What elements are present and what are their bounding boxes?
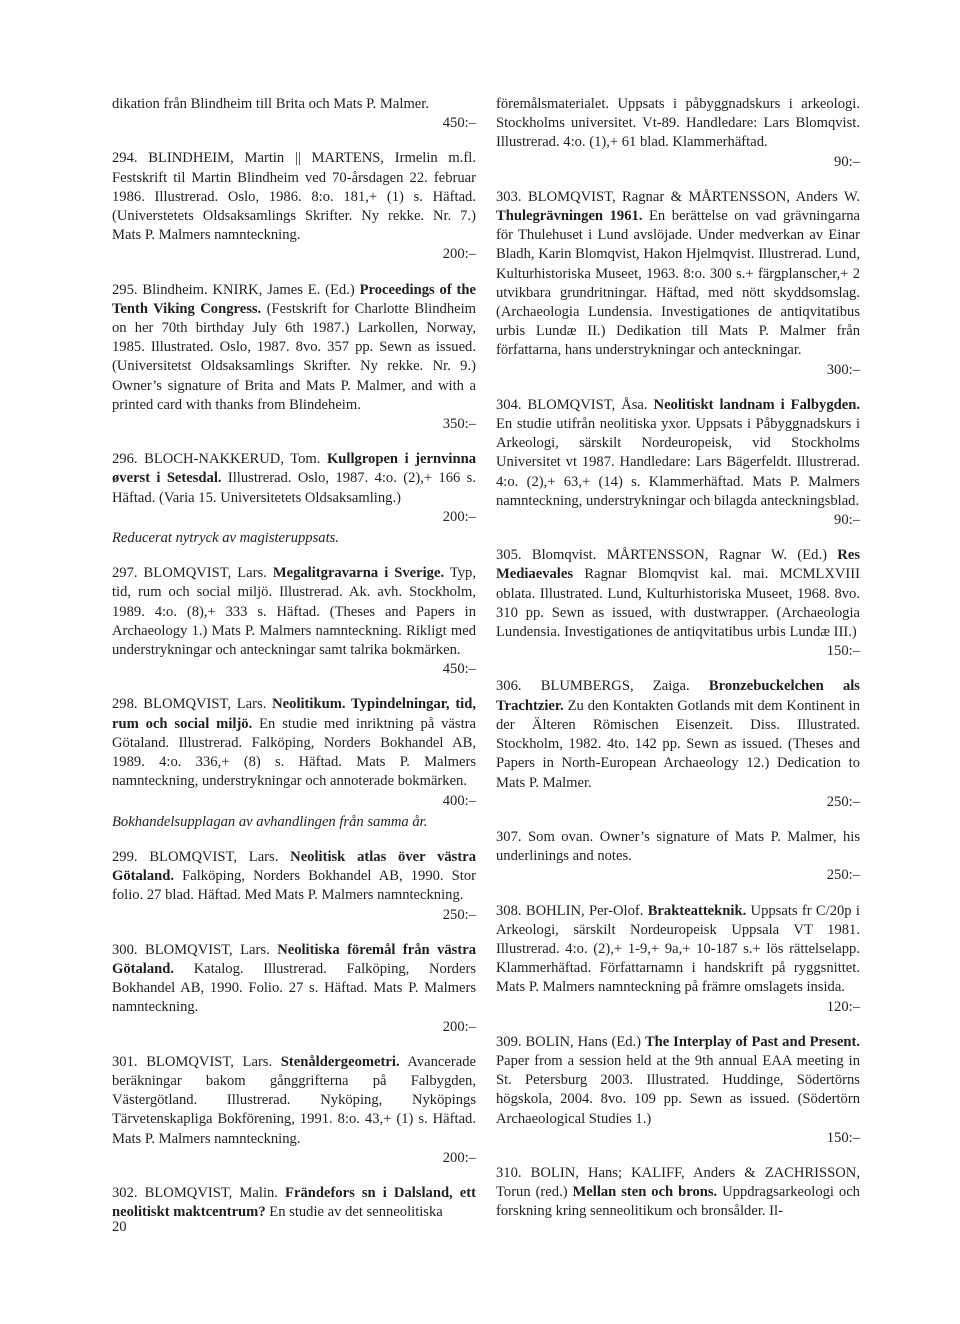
entry-description: En studie av det senneolitiska — [265, 1204, 443, 1221]
entry-text — [496, 1165, 860, 1219]
entry-description: Illustrerad. Oslo, 1987. 4:o. (2),+ 166 s. Häftad. (Varia 15. Universitetets Oldsaksamling.) — [112, 470, 476, 506]
entry-description: 309. BOLIN, Hans (Ed.) — [496, 1033, 645, 1050]
entry-text — [496, 678, 860, 790]
catalog-entry — [496, 677, 860, 811]
entry-text — [112, 849, 476, 903]
right-column — [496, 95, 860, 1238]
catalog-entry — [112, 1053, 476, 1168]
left-column — [112, 95, 476, 1238]
entry-description: 304. BLOMQVIST, Åsa. — [496, 396, 654, 413]
entry-description: Katalog. Illustrerad. Falköping, Norders Bokhandel AB, 1990. Folio. 27 s. Häftad. Mats P. Malmers namnteckning. — [112, 960, 476, 1016]
entry-text — [496, 547, 860, 640]
entry-description: Falköping, Norders Bokhandel AB, 1990. Stor folio. 27 blad. Häftad. Med Mats P. Malmers namnteckning. — [112, 868, 476, 904]
entry-description: 297. BLOMQVIST, Lars. — [112, 565, 273, 582]
entry-title: Megalitgravarna i Sverige. — [272, 565, 445, 582]
catalog-entry — [496, 188, 860, 380]
entry-text — [496, 1034, 860, 1127]
catalog-entry — [496, 546, 860, 661]
entry-description: dikation från Blindheim till Brita och Mats P. Malmer. — [112, 96, 429, 112]
entry-description: En studie utifrån neolitiska yxor. Uppsats i Påbyggnadskurs i Arkeologi, särskilt Nordeuropeisk, vid Stockholms Universitet vt 1987. Handledare: Lars Bägerfeldt. Illustrerad. 4:o. (2),+ 63,+ (14) s. Klammerhäftad. Mats P. Malmers namnteckning, understrykningar och bilagda anteckningsblad. — [496, 416, 860, 509]
entry-description: En studie med inriktning på västra Götaland. Illustrerad. Falköping, Norders Bokhandel AB, 1989. 4:o. 336,+ (8) s. Häftad. Mats P. Malmers namnteckning, understrykningar och annoterade bokmärken. — [112, 715, 476, 790]
entry-price: 250:– — [826, 867, 860, 884]
entry-text — [112, 451, 476, 505]
entry-price: 450:– — [442, 115, 476, 132]
entry-text — [112, 150, 476, 243]
entry-title: The Interplay of Past and Present. — [644, 1033, 860, 1050]
entry-title: Bronzebuckelchen als Trachtzier. — [496, 678, 860, 714]
catalog-entry — [496, 828, 860, 886]
entry-description: Ragnar Blomqvist kal. mai. MCMLXVIII oblata. Illustrated. Lund, Kulturhistoriska Museet, 1968. 8vo. 310 pp. Sewn as issued, with dustwrapper. (Archaeologia Lundensia. Investigationes de antiqvitatibus urbis Lundæ III.) — [496, 566, 860, 641]
page-number: 20 — [112, 1219, 127, 1235]
entry-text — [112, 282, 476, 413]
entry-price: 150:– — [826, 643, 860, 660]
catalog-entry — [112, 941, 476, 1037]
catalog-entry — [112, 564, 476, 679]
entry-description: En berättelse on vad grävningarna för Thulehuset i Lund avslöjade. Under medverkan av Einar Bladh, Karin Blomqvist, Hakon Hjelmqvist. Illustrerad. Lund, Kulturhistoriska Museet, 1963. 8:o. 300 s.+ färgplanscher,+ 2 utvikbara grundritningar. Häftad, med nött skyddsomslag. (Archaeologia Lundensia. Investigationes de antiqvitatibus urbis Lundæ II.) Dedikation till Mats P. Malmer från författarna, hans understrykningar och anteckningar. — [496, 208, 861, 359]
entry-text — [112, 96, 429, 112]
catalog-entry — [112, 695, 476, 831]
entry-description: 300. BLOMQVIST, Lars. — [112, 941, 278, 958]
entry-price: 300:– — [826, 361, 860, 378]
entry-price: 200:– — [442, 246, 476, 263]
entry-description: Paper from a session held at the 9th annual EAA meeting in St. Petersburg 2003. Illustrated. Huddinge, Södertörns högskola, 2004. 8vo. 109 pp. Sewn as issued. (Södertörn Archaeological Studies 1.) — [496, 1052, 860, 1127]
entry-description: Zu den Kontakten Gotlands mit dem Kontinent in der Älteren Römischen Eisenzeit. Diss. Illustrated. Stockholm, 1982. 4to. 142 pp. Sewn as issued. (Theses and Papers in North-European Archaeology 12.) Dedication to Mats P. Malmer. — [496, 697, 860, 791]
entry-description: 302. BLOMQVIST, Malin. — [112, 1184, 286, 1201]
entry-description: Typ, tid, rum och social miljö. Illustrerad. Ak. avh. Stockholm, 1989. 4:o. (8),+ 333 s. Häftad. (Theses and Papers in Archaeology 1.) Mats P. Malmers namnteckning. Rikligt med understrykningar och anteckningar samt talrika bokmärken. — [112, 565, 476, 659]
entry-price: 120:– — [826, 998, 860, 1015]
entry-title: Kullgropen i jernvinna øverst i Setesdal. — [112, 451, 476, 487]
catalog-entry — [112, 149, 476, 264]
entry-description: 303. BLOMQVIST, Ragnar & MÅRTENSSON, Anders W. — [496, 188, 860, 205]
entry-title: Proceedings of the Tenth Viking Congress. — [112, 281, 476, 317]
entry-title: Neolitiskt landnam i Falbygden. — [653, 396, 861, 413]
entry-title: Neolitikum. Typindelningar, tid, rum och social miljö. — [112, 696, 476, 732]
catalog-entry — [496, 95, 860, 172]
entry-title: Neolitiska föremål från västra Götaland. — [112, 941, 476, 977]
entry-price: 450:– — [442, 661, 476, 678]
entry-price: 400:– — [442, 792, 476, 809]
entry-price: 200:– — [442, 1018, 476, 1035]
entry-text — [112, 1185, 476, 1220]
entry-note: Reducerat nytryck av magisteruppsats. — [112, 530, 339, 547]
catalog-entry — [496, 1033, 860, 1148]
catalog-entry — [112, 848, 476, 925]
entry-description: Avancerade beräkningar bakom gånggrifterna på Falbygden, Västergötland. Illustrerad. Nyköping, Nyköpings Tärvetenskapliga Bokförening, 1991. 8:o. 43,+ (1) s. Häftad. Mats P. Malmers namnteckning. — [112, 1053, 476, 1147]
entry-description: 295. Blindheim. KNIRK, James E. (Ed.) — [112, 281, 360, 298]
entry-description: 305. Blomqvist. MÅRTENSSON, Ragnar W. (Ed.) — [496, 547, 838, 564]
entry-text — [496, 903, 860, 996]
entry-text — [496, 829, 860, 864]
entry-title: Thulegrävningen 1961. — [496, 208, 643, 225]
entry-title: Neolitisk atlas över västra Götaland. — [112, 848, 476, 885]
entry-description: 301. BLOMQVIST, Lars. — [112, 1053, 281, 1070]
entry-text — [112, 1054, 476, 1147]
entry-text — [112, 696, 476, 789]
entry-description: 298. BLOMQVIST, Lars. — [112, 696, 273, 713]
catalog-entry — [112, 1184, 476, 1222]
catalog-entry — [112, 281, 476, 435]
entry-text — [112, 942, 476, 1016]
entry-title: Frändefors sn i Dalsland, ett neolitiskt maktcentrum? — [112, 1184, 476, 1221]
entry-description: Uppsats fr C/20p i Arkeologi, särskilt Nordeuropeisk Uppsala VT 1981. Illustrerad. 4:o. (2),+ 1-9,+ 9a,+ 10-187 s.+ lös rättelselapp. Klammerhäftad. Författarnamn i handskrift på ryggsnittet. Mats P. Malmers namnteckning på främre omslagets insida. — [496, 902, 860, 996]
entry-description: 294. BLINDHEIM, Martin || MARTENS, Irmelin m.fl. Festskrift til Martin Blindheim ved 70-årsdagen 22. februar 1986. Illustrerad. Oslo, 1986. 8:o. 181,+ (1) s. Häftad. (Universtetets Oldsaksamlings Skrifter. Ny rekke. Nr. 7.) Mats P. Malmers namnteckning. — [112, 150, 476, 244]
entry-price: 250:– — [826, 793, 860, 810]
catalog-entry — [496, 902, 860, 1017]
entry-text — [496, 96, 860, 150]
entry-price: 90:– — [834, 512, 860, 529]
catalog-entry — [496, 1164, 860, 1222]
entry-text — [112, 565, 476, 658]
entry-description: 307. Som ovan. Owner’s signature of Mats P. Malmer, his underlinings and notes. — [496, 828, 860, 865]
entry-description: 308. BOHLIN, Per-Olof. — [496, 902, 648, 919]
entry-description: 306. BLUMBERGS, Zaiga. — [496, 678, 709, 695]
entry-description: (Festskrift for Charlotte Blindheim on her 70th birthday July 6th 1987.) Larkollen, Norway, 1985. Illustrated. Oslo, 1987. 8vo. 357 pp. Sewn as issued. (Universitetst Oldsaksamlings Skrifter. Ny rekke. Nr. 9.) Owner’s signature of Brita and Mats P. Malmer, and with a printed card with thanks from Blindeheim. — [112, 300, 476, 413]
entry-price: 350:– — [442, 416, 476, 433]
entry-title: Res Mediaevales — [496, 547, 860, 583]
entry-text — [496, 189, 860, 359]
entry-description: Uppdragsarkeologi och forskning kring senneolitikum och bronsålder. Il- — [496, 1184, 860, 1220]
entry-title: Stenåldergeometri. — [280, 1053, 400, 1070]
entry-description: 296. BLOCH-NAKKERUD, Tom. — [112, 451, 327, 468]
entry-price: 90:– — [834, 153, 860, 170]
entry-price: 150:– — [826, 1129, 860, 1146]
entry-price: 200:– — [442, 1149, 476, 1166]
entry-description: föremålsmaterialet. Uppsats i påbyggnadskurs i arkeologi. Stockholms universitet. Vt-89. Handledare: Lars Blomqvist. Illustrerad. 4:o. (1),+ 61 blad. Klammerhäftad. — [496, 96, 860, 151]
entry-note: Bokhandelsupplagan av avhandlingen från samma år. — [112, 813, 428, 830]
catalog-entry — [496, 396, 860, 530]
entry-description: 299. BLOMQVIST, Lars. — [112, 848, 291, 865]
entry-price: 250:– — [442, 906, 476, 923]
catalog-entry — [112, 450, 476, 548]
entry-title: Mellan sten och brons. — [572, 1184, 718, 1201]
entry-price: 200:– — [442, 508, 476, 525]
entry-title: Brakteatteknik. — [647, 902, 747, 919]
entry-description: 310. BOLIN, Hans; KALIFF, Anders & ZACHRISSON, Torun (red.) — [496, 1164, 860, 1201]
entry-text — [496, 397, 860, 509]
catalog-entry — [112, 95, 476, 133]
